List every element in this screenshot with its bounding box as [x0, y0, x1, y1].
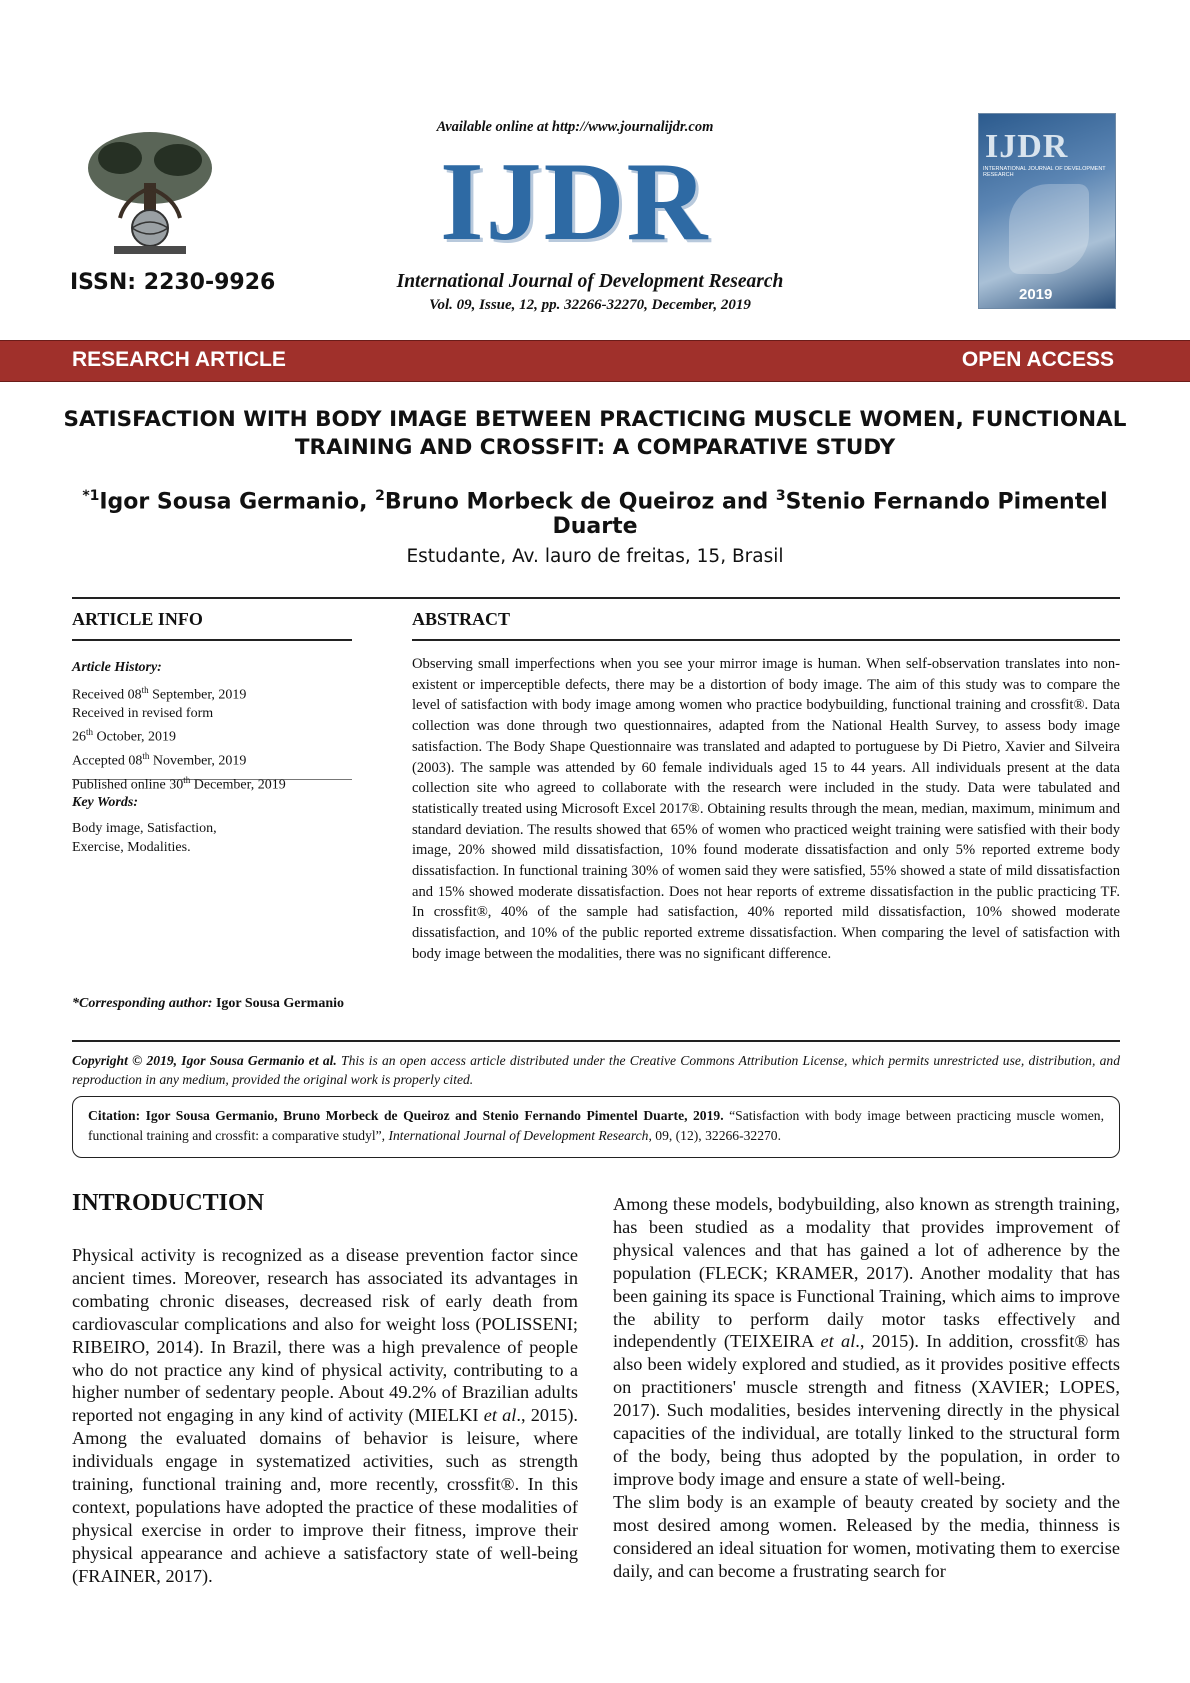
bottom-divider: [72, 1040, 1120, 1042]
info-heading-rule: [72, 639, 352, 641]
cover-year: 2019: [1019, 286, 1053, 303]
author-3-mark: 3: [775, 488, 786, 504]
citation-authors: Citation: Igor Sousa Germanio, Bruno Morbeck de Queiroz and Stenio Fernando Pimentel Duarte, 2019.: [88, 1108, 724, 1123]
title-line-2: TRAINING AND CROSSFIT: A COMPARATIVE STUDY: [294, 435, 896, 460]
received-date: Received 08th September, 2019: [72, 685, 247, 703]
cover-subtitle: INTERNATIONAL JOURNAL OF DEVELOPMENT RESEARCH: [983, 166, 1106, 178]
abstract-text: Observing small imperfections when you see your mirror image is human. When self-observation translates into non-existent or imperceptible defects, there may be a distortion of body image. The aim of this study was to compare the level of satisfaction with body image among women who practice bodybuilding, functional training and crossfit®. Data collection was done through two questionnaires, adapted from the National Health Survey, to assess body image satisfaction. The Body Shape Questionnaire was translated and adapted to portuguese by Di Pietro, Xavier and Silveira (2003). The sample was attended by 60 female individuals aged 15 to 44 years. All individuals present at the data collection site who agreed to collaborate with the research were included in the study. Data were tabulated and statistically treated using Microsoft Excel 2017®. Obtaining results through the mean, median, maximum, minimum and standard deviation. The results showed that 65% of women who practiced weight training were satisfied with their body image, 20% showed mild dissatisfaction, 10% found moderate dissatisfaction and only 5% reported extreme body dissatisfaction. In functional training 30% of women said they were satisfied, 55% showed a state of mild dissatisfaction and 15% showed moderate dissatisfaction. Does not hear reports of extreme dissatisfaction in the public practicing TF. In crossfit®, 40% of the sample had satisfaction, 40% reported mild dissatisfaction, 10% showed moderate dissatisfaction, and 10% of the public reported extreme dissatisfaction. When comparing the level of satisfaction with body image between the modalities, there was no significant difference.: [412, 656, 1120, 962]
research-article-label: RESEARCH ARTICLE: [72, 348, 286, 371]
corresponding-author: [72, 996, 344, 1012]
cover-title: IJDR: [985, 128, 1069, 165]
title-line-1: SATISFACTION WITH BODY IMAGE BETWEEN PRACTICING MUSCLE WOMEN, FUNCTIONAL: [63, 407, 1127, 432]
keywords-line-2: Exercise, Modalities.: [72, 839, 191, 855]
stethoscope-illustration: [1009, 184, 1089, 274]
available-online-link[interactable]: Available online at http://www.journalijdr.com: [436, 119, 714, 135]
intro-paragraph-1: Physical activity is recognized as a disease prevention factor since ancient times. Moreover, research has associated its advantages in combating chronic diseases, decreased risk of early death from cardiovascular complications and also for weight loss (POLISSENI; RIBEIRO, 2014). In Brazil, there was a high prevalence of people who do not practice any kind of physical activity, contributing to a higher number of sedentary people. About 49.2% of Brazilian adults reported not engaging in any kind of activity (MIELKI et al., 2015). Among the evaluated domains of behavior is leisure, where individuals engage in systematized activities, such as strength training, functional training and, more recently, crossfit®. In this context, populations have adopted the practice of these modalities of physical exercise in order to improve their fitness, improve their physical appearance and achieve a satisfactory state of well-being (FRAINER, 2017).: [72, 1245, 578, 1586]
copyright-holder: Copyright © 2019, Igor Sousa Germanio et al.: [72, 1053, 337, 1068]
revised-label: Received in revised form: [72, 705, 214, 721]
author-1-mark: *1: [82, 488, 100, 504]
author-2-mark: 2: [375, 488, 385, 504]
keywords-line-1: Body image, Satisfaction,: [72, 821, 217, 836]
accepted-date: Accepted 08th November, 2019: [72, 750, 247, 769]
top-divider: [72, 597, 1120, 599]
intro-column-2: [613, 1193, 1120, 1582]
intro-paragraph-3: The slim body is an example of beauty created by society and the most desired among women. Released by the media, thinness is considered an ideal situation for women, motivating them to exercise daily, and can become a frustrating search for: [613, 1491, 1120, 1581]
article-history: [72, 681, 352, 795]
author-2: Bruno Morbeck de Queiroz and: [384, 489, 776, 515]
revised-date: 26th October, 2019: [72, 727, 177, 745]
open-access-label: OPEN ACCESS: [961, 348, 1114, 371]
journal-name: International Journal of Development Research: [396, 271, 784, 292]
abstract-heading: ABSTRACT: [412, 609, 511, 629]
introduction-heading: INTRODUCTION: [72, 1190, 265, 1216]
article-title: [60, 406, 1130, 462]
journal-logo: IJDR: [440, 140, 710, 264]
journal-cover-image: [978, 113, 1116, 309]
author-list: [60, 488, 1130, 539]
citation-text: [88, 1106, 1104, 1145]
corresponding-name: Igor Sousa Germanio: [212, 996, 345, 1011]
citation-title: “Satisfaction with body image between practicing muscle women, functional training and crossfit: a comparative studyl”,: [88, 1108, 1104, 1143]
publisher-tree-logo: [80, 128, 220, 258]
article-info-heading: ARTICLE INFO: [72, 609, 203, 629]
corresponding-label: *Corresponding author:: [72, 996, 213, 1011]
license-text: This is an open access article distributed under the Creative Commons Attribution License, which permits unrestricted use, distribution, and reproduction in any medium, provided the original work is properly cited.: [72, 1053, 1120, 1087]
author-1: Igor Sousa Germanio,: [99, 489, 376, 515]
intro-paragraph-2: Among these models, bodybuilding, also known as strength training, has been studied as a modality that provides improvement of physical valences and that has gained a lot of adherence by the population (FLECK; KRAMER, 2017). Another modality that has been gaining its space is Functional Training, which aims to improve the ability to perform daily motor tasks effectively and independently (TEIXEIRA et al., 2015). In addition, crossfit® has also been widely explored and studied, as it provides positive effects on practitioners' muscle strength and fitness (XAVIER; LOPES, 2017). Such modalities, besides intervening directly in the physical capacities of the individual, are totally linked to the structural form of the body, being thus adopted by the population, in order to improve body image and ensure a state of well-being.: [613, 1194, 1120, 1489]
keywords-heading: Key Words:: [72, 795, 138, 810]
issn: ISSN: 2230-9926: [70, 270, 276, 295]
copyright-notice: [72, 1051, 1120, 1089]
author-3: Stenio Fernando Pimentel Duarte: [552, 489, 1108, 540]
affiliation: Estudante, Av. lauro de freitas, 15, Brasil: [406, 546, 784, 567]
citation-journal: International Journal of Development Research: [388, 1127, 649, 1143]
abstract-heading-rule: [412, 639, 1120, 641]
keywords: [72, 820, 217, 857]
published-date: Published online 30th December, 2019: [72, 774, 286, 793]
intro-column-1: [72, 1244, 578, 1588]
history-heading: Article History:: [72, 660, 162, 675]
volume-issue-line: Vol. 09, Issue, 12, pp. 32266-32270, December, 2019: [429, 297, 751, 313]
citation-volume: , 09, (12), 32266-32270.: [648, 1127, 781, 1143]
